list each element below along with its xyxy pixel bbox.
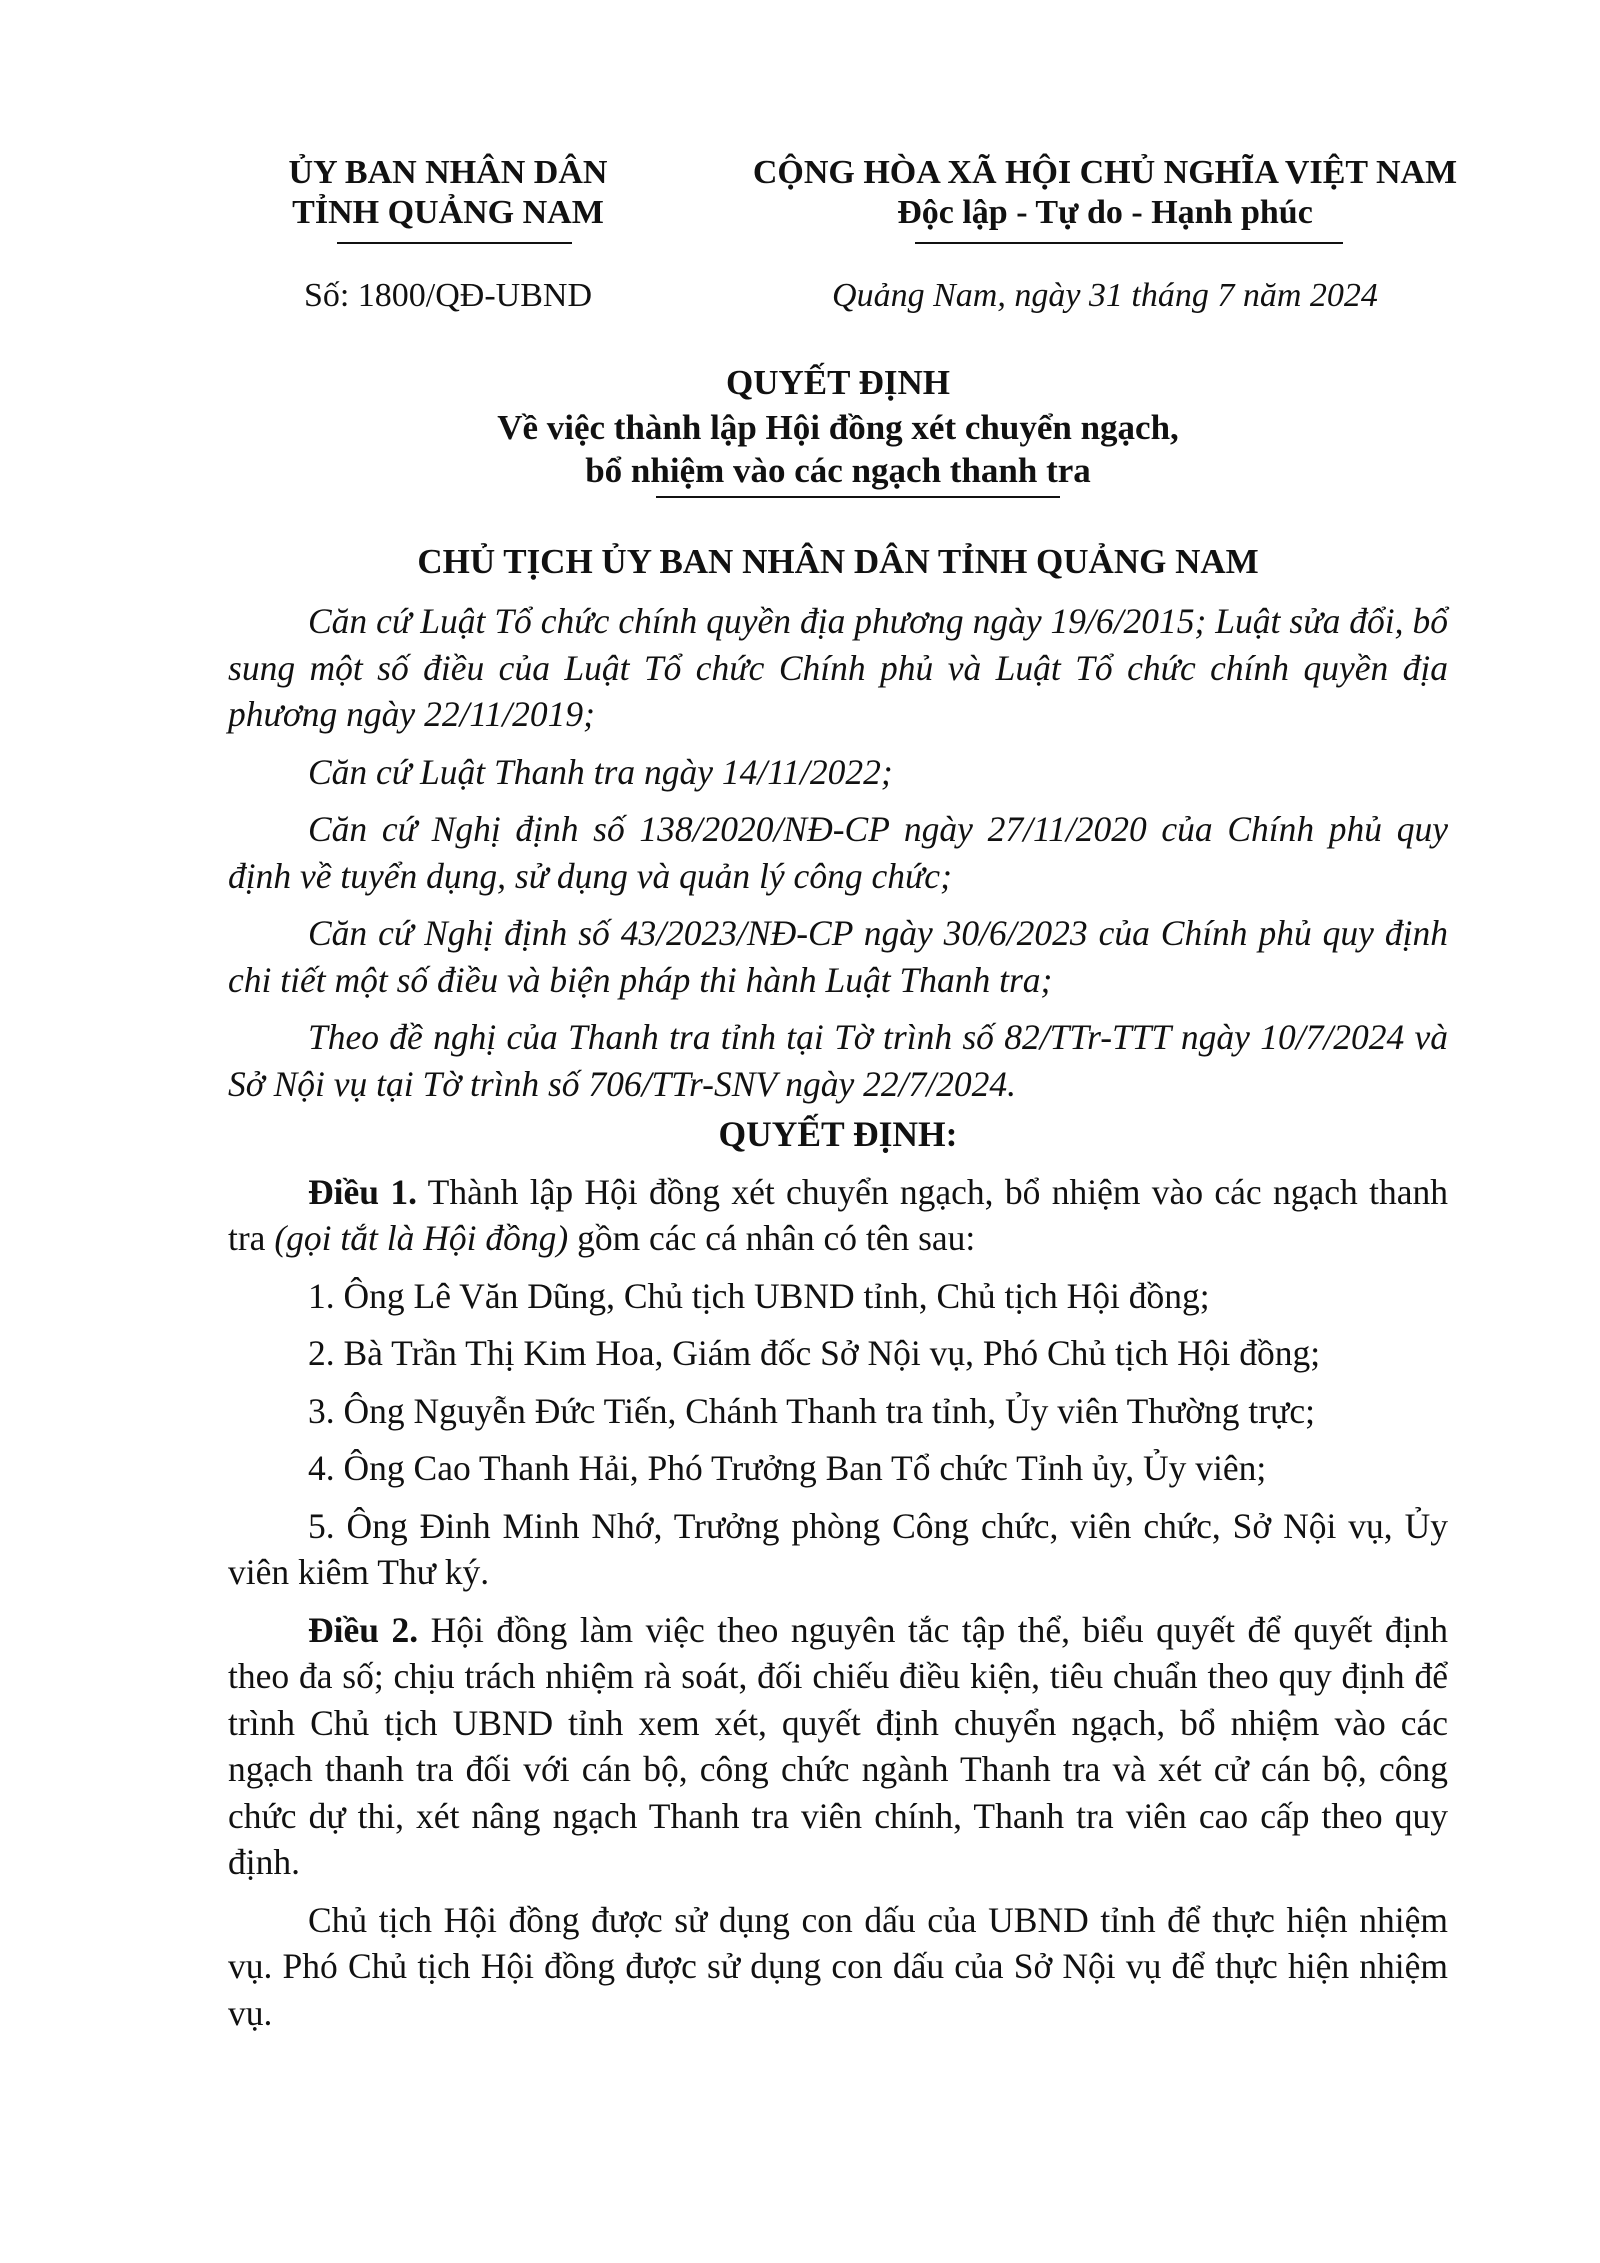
- member-item: 3. Ông Nguyễn Đức Tiến, Chánh Thanh tra tỉnh, Ủy viên Thường trực;: [308, 1390, 1315, 1431]
- preamble-paragraph: Căn cứ Luật Tổ chức chính quyền địa phương ngày 19/6/2015; Luật sửa đổi, bổ sung một số điều của Luật Tổ chức Chính phủ và Luật Tổ chức chính quyền địa phương ngày 22/11/2019;: [228, 601, 1448, 734]
- member-item: 4. Ông Cao Thanh Hải, Phó Trưởng Ban Tổ chức Tỉnh ủy, Ủy viên;: [308, 1448, 1267, 1488]
- member-item: 2. Bà Trần Thị Kim Hoa, Giám đốc Sở Nội vụ, Phó Chủ tịch Hội đồng;: [308, 1333, 1321, 1373]
- article-1: [228, 1169, 1448, 1262]
- agency-line-2: TỈNH QUẢNG NAM: [292, 194, 604, 231]
- article-1-abbrev: (gọi tắt là Hội đồng): [274, 1218, 569, 1258]
- article-2: [228, 1607, 1448, 1886]
- national-header: [720, 153, 1490, 233]
- decision-heading: QUYẾT ĐỊNH:: [718, 1114, 958, 1154]
- preamble-paragraph: Căn cứ Nghị định số 138/2020/NĐ-CP ngày 27/11/2020 của Chính phủ quy định về tuyển dụng, sử dụng và quản lý công chức;: [228, 809, 1448, 896]
- title-underline: [656, 496, 1060, 498]
- article-2-text: Hội đồng làm việc theo nguyên tắc tập thể, biểu quyết để quyết định theo đa số; chịu trách nhiệm rà soát, đối chiếu điều kiện, tiêu chuẩn theo quy định để trình Chủ tịch UBND tỉnh xem xét, quyết định chuyển ngạch, bổ nhiệm vào các ngạch thanh tra đối với cán bộ, công chức ngành Thanh tra và xét cử cán bộ, công chức dự thi, xét nâng ngạch Thanh tra viên chính, Thanh tra viên cao cấp theo quy định.: [228, 1609, 1448, 1882]
- member-item: 5. Ông Đinh Minh Nhớ, Trưởng phòng Công chức, viên chức, Sở Nội vụ, Ủy viên kiêm Thư ký.: [228, 1505, 1448, 1592]
- subject-line-1: Về việc thành lập Hội đồng xét chuyển ngạch,: [497, 408, 1179, 447]
- nation-motto: Độc lập - Tự do - Hạnh phúc: [897, 194, 1313, 231]
- motto-underline: [915, 242, 1343, 244]
- preamble-paragraph: Căn cứ Nghị định số 43/2023/NĐ-CP ngày 30/6/2023 của Chính phủ quy định chi tiết một số điều và biện pháp thi hành Luật Thanh tra;: [228, 913, 1448, 1000]
- agency-underline: [337, 242, 572, 244]
- subject-line-2: bổ nhiệm vào các ngạch thanh tra: [585, 451, 1091, 490]
- document-type-title: QUYẾT ĐỊNH: [726, 363, 950, 402]
- nation-line-1: CỘNG HÒA XÃ HỘI CHỦ NGHĨA VIỆT NAM: [752, 154, 1458, 191]
- agency-line-1: ỦY BAN NHÂN DÂN: [288, 154, 608, 191]
- article-2-label: Điều 2.: [308, 1609, 419, 1650]
- document-number: Số: 1800/QĐ-UBND: [303, 277, 593, 314]
- document-body: [228, 598, 1448, 2047]
- member-item: 1. Ông Lê Văn Dũng, Chủ tịch UBND tỉnh, Chủ tịch Hội đồng;: [308, 1275, 1210, 1316]
- article-1-label: Điều 1.: [308, 1171, 417, 1212]
- article-1-text: Thành lập Hội đồng xét chuyển ngạch, bổ nhiệm vào các ngạch thanh tra: [228, 1171, 1448, 1258]
- article-1-text-end: gồm các cá nhân có tên sau:: [577, 1218, 976, 1258]
- preamble-paragraph: Căn cứ Luật Thanh tra ngày 14/11/2022;: [308, 751, 893, 792]
- authority-heading: CHỦ TỊCH ỦY BAN NHÂN DÂN TỈNH QUẢNG NAM: [417, 542, 1259, 581]
- preamble-paragraph: Theo đề nghị của Thanh tra tỉnh tại Tờ trình số 82/TTr-TTT ngày 10/7/2024 và Sở Nội vụ tại Tờ trình số 706/TTr-SNV ngày 22/7/2024.: [228, 1017, 1448, 1104]
- place-date: Quảng Nam, ngày 31 tháng 7 năm 2024: [832, 277, 1378, 314]
- seal-paragraph: Chủ tịch Hội đồng được sử dụng con dấu của UBND tỉnh để thực hiện nhiệm vụ. Phó Chủ tịch Hội đồng được sử dụng con dấu của Sở Nội vụ để thực hiện nhiệm vụ.: [228, 1899, 1448, 2033]
- issuing-agency: [228, 153, 668, 233]
